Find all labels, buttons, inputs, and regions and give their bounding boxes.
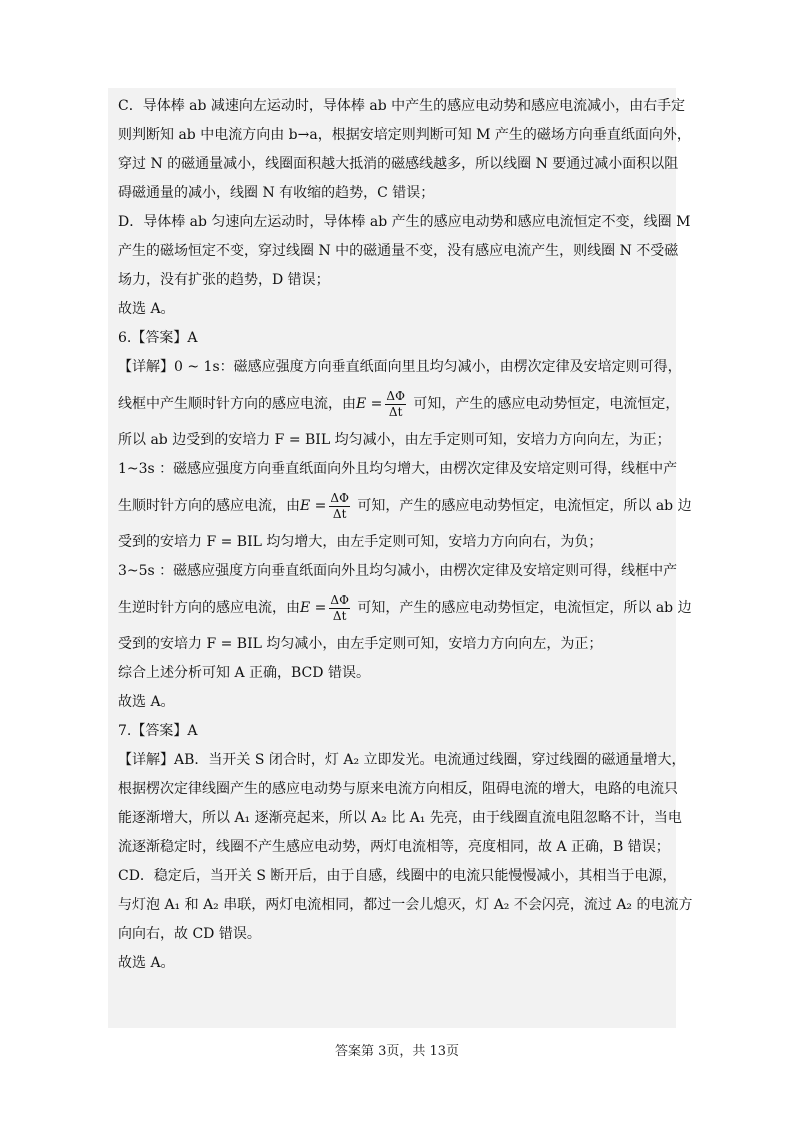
text-line: 3~5s ：磁感应强度方向垂直纸面向外且均匀减小，由楞次定律及安培定则可得，线框中产 (118, 563, 678, 579)
text-segment: 生顺时针方向的感应电流，由 (118, 498, 300, 514)
text-line: 【详解】0 ~ 1s：磁感应强度方向垂直纸面向里且均匀减小，由楞次定律及安培定则可得， (118, 359, 682, 375)
text-line: 向向右，故 CD 错误。 (118, 926, 261, 942)
text-line: 综合上述分析可知 A 正确，BCD 错误。 (118, 665, 370, 681)
text-line: 能逐渐增大，所以 A₁ 逐渐亮起来，所以 A₂ 比 A₁ 先亮，由于线圈直流电阻忽略不计，当电 (118, 810, 682, 826)
fraction (329, 491, 350, 522)
text-segment: 可知，产生的感应电动势恒定，电流恒定， (408, 396, 680, 412)
text-line: 故选 A。 (118, 694, 175, 710)
text-line: 穿过 N 的磁通量减小，线圈面积越大抵消的磁感线越多，所以线圈 N 要通过减小面积以阻 (118, 156, 679, 172)
text-line: 1~3s ：磁感应强度方向垂直纸面向外且均匀增大，由楞次定律及安培定则可得，线框中产 (118, 461, 678, 477)
text-line: 受到的安培力 F = BIL 均匀增大，由左手定则可知，安培力方向向右，为负； (118, 534, 603, 550)
formula-line (118, 586, 692, 630)
fraction-numerator: ΔΦ (386, 388, 405, 403)
text-line: 产生的磁场恒定不变，穿过线圈 N 中的磁通量不变，没有感应电流产生，则线圈 N 不受磁 (118, 243, 679, 259)
text-line: 场力，没有扩张的趋势，D 错误； (118, 272, 330, 288)
text-line: CD．稳定后，当开关 S 断开后，由于自感，线圈中的电流只能慢慢减小，其相当于电源， (118, 868, 677, 884)
text-line: 根据楞次定律线圈产生的感应电动势与原来电流方向相反，阻碍电流的增大，电路的电流只 (118, 781, 678, 797)
answer-heading-7: 7.【答案】A (118, 723, 198, 739)
text-line: C．导体棒 ab 减速向左运动时，导体棒 ab 中产生的感应电动势和感应电流减小，由右手定 (118, 98, 686, 114)
text-line: 所以 ab 边受到的安培力 F = BIL 均匀减小，由左手定则可知，安培力方向向左，为正； (118, 432, 671, 448)
text-line: 受到的安培力 F = BIL 均匀减小，由左手定则可知，安培力方向向左，为正； (118, 636, 603, 652)
text-line: 流逐渐稳定时，线圈不产生感应电动势，两灯电流相等，亮度相同，故 A 正确，B 错误； (118, 839, 670, 855)
answer-text-body (118, 92, 693, 978)
text-line: 则判断知 ab 中电流方向由 b→a，根据安培定则判断可知 M 产生的磁场方向垂直纸面向外， (118, 127, 691, 143)
fraction (329, 593, 350, 624)
text-line: 故选 A。 (118, 301, 175, 317)
fraction-numerator: ΔΦ (330, 592, 349, 607)
formula-line (118, 382, 678, 426)
text-segment: 可知，产生的感应电动势恒定，电流恒定，所以 ab 边 (352, 600, 692, 616)
text-line: D．导体棒 ab 匀速向左运动时，导体棒 ab 产生的感应电动势和感应电流恒定不变，线圈 M (118, 214, 691, 230)
fraction-denominator: Δt (332, 506, 347, 521)
page-footer: 答案第 3页，共 13页 (334, 1044, 460, 1059)
fraction-numerator: ΔΦ (330, 490, 349, 505)
text-line: 【详解】AB．当开关 S 闭合时，灯 A₂ 立即发光。电流通过线圈，穿过线圈的磁通量增大， (118, 752, 686, 768)
formula-lhs: E = (300, 600, 327, 616)
text-line: 与灯泡 A₁ 和 A₂ 串联，两灯电流相同，都过一会儿熄灭，灯 A₂ 不会闪亮，流过 A₂ 的电流方 (118, 897, 693, 913)
fraction (385, 389, 406, 420)
text-segment: 可知，产生的感应电动势恒定，电流恒定，所以 ab 边 (352, 498, 692, 514)
fraction-denominator: Δt (388, 404, 403, 419)
formula-lhs: E = (300, 498, 327, 514)
formula-line (118, 484, 692, 528)
text-segment: 生逆时针方向的感应电流，由 (118, 600, 300, 616)
text-line: 碍磁通量的减小，线圈 N 有收缩的趋势，C 错误； (118, 185, 435, 201)
fraction-denominator: Δt (332, 608, 347, 623)
formula-lhs: E = (356, 396, 383, 412)
text-segment: 线框中产生顺时针方向的感应电流，由 (118, 396, 356, 412)
answer-heading-6: 6.【答案】A (118, 330, 198, 346)
text-line: 故选 A。 (118, 955, 175, 971)
